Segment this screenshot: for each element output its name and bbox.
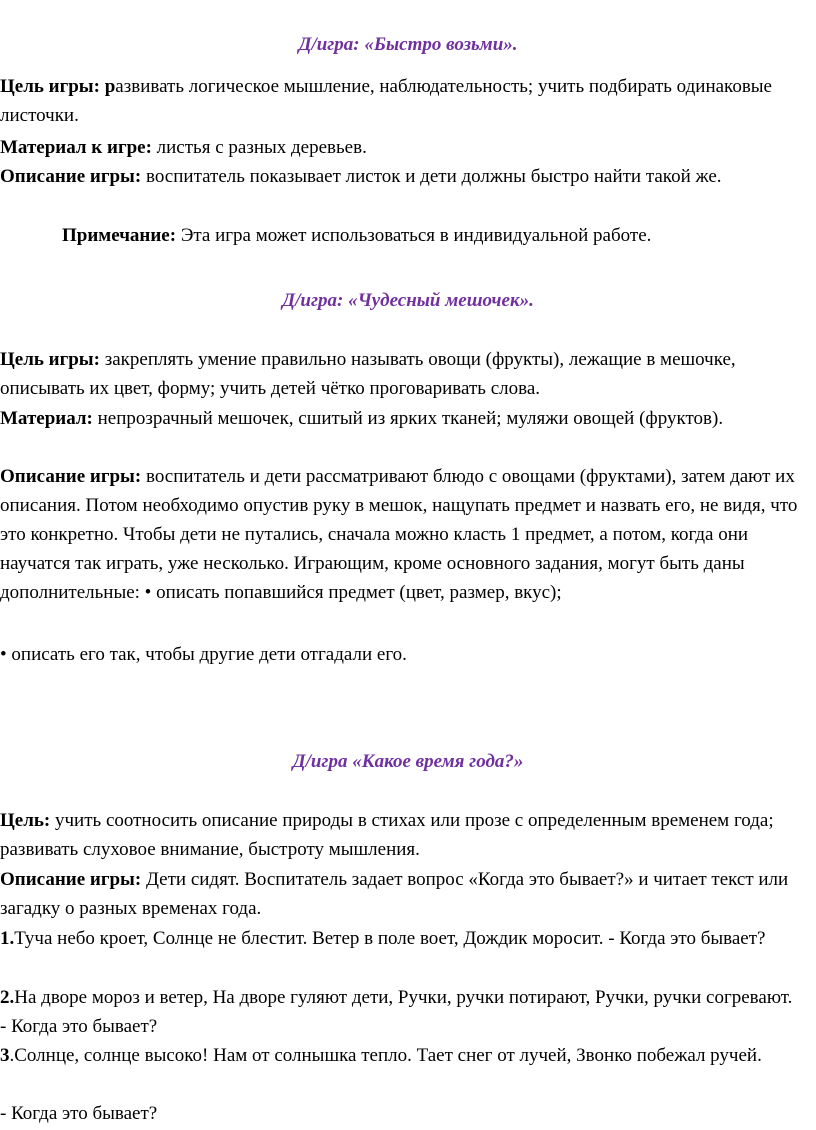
game1-note-label: Примечание: xyxy=(62,225,177,246)
game2-desc-text: воспитатель и дети рассматривают блюдо с овощами (фруктами), затем дают их описания. Потом необходимо опустив руку в мешок, нащупать предмет и назвать его, не видя, что это конкретно. Чтобы дети не путались, сначала можно класть 1 предмет, а потом, когда они научатся так играть, уже несколько. Играющим, кроме основного задания, могут быть даны дополнительные: • описать попавшийся предмет (цвет, размер, вкус); xyxy=(0,466,798,603)
game1-material-label: Материал к игре: xyxy=(0,137,152,158)
game1-title: Д/игра: «Быстро возьми». xyxy=(298,34,518,55)
game1-desc-text: воспитатель показывает листок и дети должны быстро найти такой же. xyxy=(141,166,722,187)
game3-title: Д/игра «Какое время года?» xyxy=(292,751,524,772)
game2-bullet: • описать его так, чтобы другие дети отгадали его. xyxy=(0,644,407,665)
game3-desc-text: Дети сидят. Воспитатель задает вопрос «Когда это бывает?» и читает текст или загадку о разных временах года. xyxy=(0,869,789,919)
game2-material-label: Материал: xyxy=(0,408,93,429)
game3-description xyxy=(0,865,800,923)
game2-material-text: непрозрачный мешочек, сшитый из ярких тканей; муляжи овощей (фруктов). xyxy=(92,408,724,429)
game3-goal xyxy=(0,806,800,864)
game2-goal-text: закреплять умение правильно называть овощи (фрукты), лежащие в мешочке, описывать их цвет, форму; учить детей чётко проговаривать слова. xyxy=(0,349,736,399)
game3-item-1 xyxy=(0,924,800,953)
game3-item2-text: На дворе мороз и ветер, На дворе гуляют дети, Ручки, ручки потирают, Ручки, ручки согревают. - Когда это бывает? xyxy=(0,987,793,1037)
game3-item2-num: 2. xyxy=(0,987,15,1008)
game2-goal-label: Цель игры: xyxy=(0,349,100,370)
game1-desc-label: Описание игры: xyxy=(0,166,142,187)
game3-desc-label: Описание игры: xyxy=(0,869,142,890)
game3-item-3 xyxy=(0,1041,800,1070)
game3-item1-text: Туча небо кроет, Солнце не блестит. Ветер в поле воет, Дождик моросит. - Когда это бывает? xyxy=(14,928,766,949)
game3-item3-question: - Когда это бывает? xyxy=(0,1103,158,1124)
game3-goal-label: Цель: xyxy=(0,810,51,831)
game2-material xyxy=(0,404,800,433)
game1-note xyxy=(62,221,802,250)
game1-description xyxy=(0,162,800,191)
game3-item1-num: 1. xyxy=(0,928,15,949)
game1-goal-text: азвивать логическое мышление, наблюдательность; учить подбирать одинаковые листочки. xyxy=(0,76,772,126)
game3-item3-num: 3 xyxy=(0,1045,10,1066)
game1-material xyxy=(0,133,800,162)
game3-item-2 xyxy=(0,983,800,1041)
game1-goal xyxy=(0,72,800,130)
game1-goal-label: Цель игры: р xyxy=(0,76,116,97)
game1-material-text: листья с разных деревьев. xyxy=(151,137,367,158)
game3-goal-text: учить соотносить описание природы в стихах или прозе с определенным временем года; развивать слуховое внимание, быстроту мышления. xyxy=(0,810,774,860)
game1-note-text: Эта игра может использоваться в индивидуальной работе. xyxy=(176,225,652,246)
game2-desc-label: Описание игры: xyxy=(0,466,142,487)
game2-description xyxy=(0,462,800,607)
game3-item3-text: .Солнце, солнце высоко! Нам от солнышка тепло. Тает снег от лучей, Звонко побежал ручей. xyxy=(9,1045,762,1066)
game2-title: Д/игра: «Чудесный мешочек». xyxy=(282,290,534,311)
game2-goal xyxy=(0,345,800,403)
